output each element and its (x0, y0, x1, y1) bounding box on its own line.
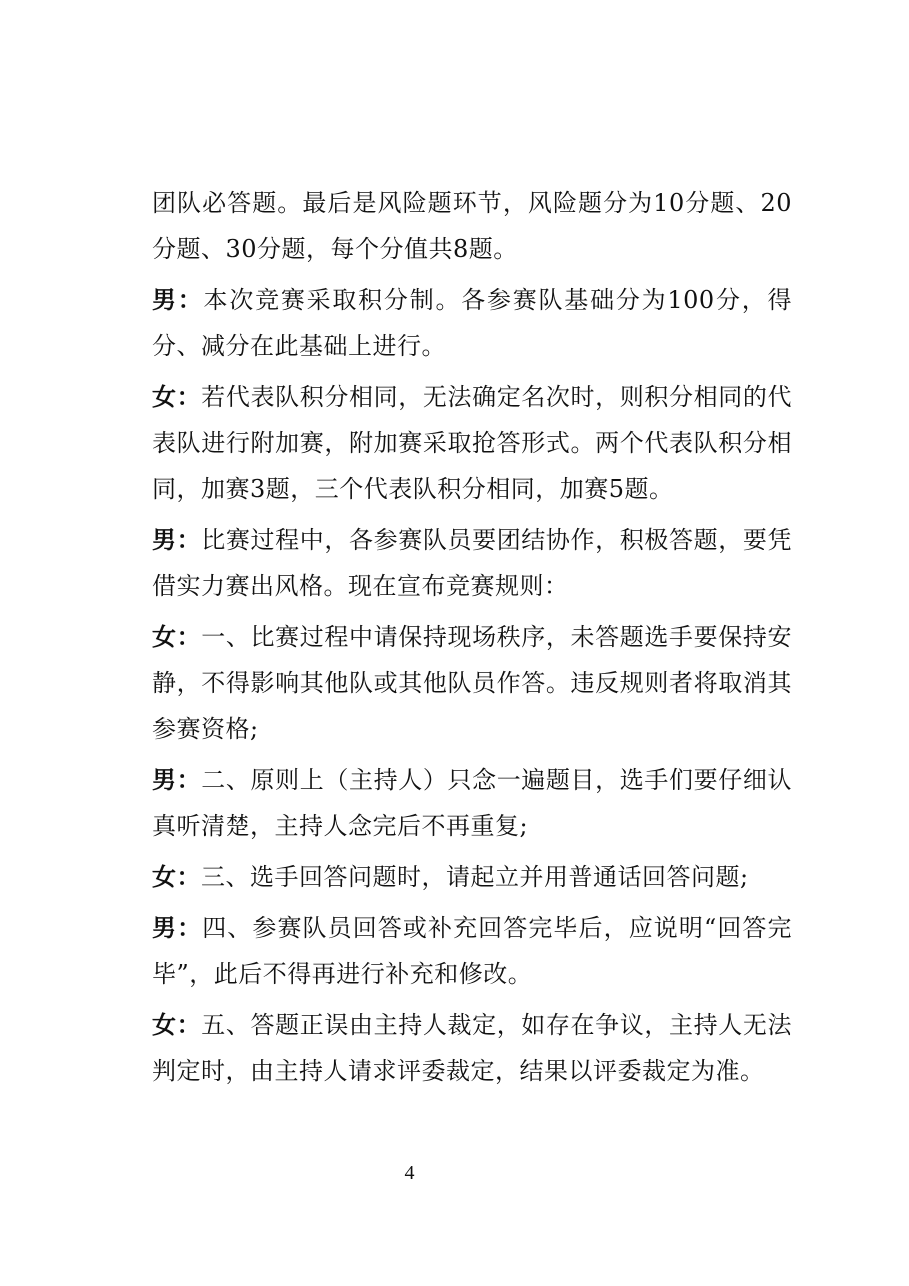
paragraph-text: 一、比赛过程中请保持现场秩序，未答题选手要保持安静，不得影响其他队或其他队员作答。违反规则者将取消其参赛资格; (152, 623, 793, 743)
paragraph-text: 比赛过程中，各参赛队员要团结协作，积极答题，要凭借实力赛出风格。现在宣布竞赛规则： (152, 526, 793, 600)
speaker-label: 男： (152, 286, 204, 314)
paragraph-text: 团队必答题。最后是风险题环节，风险题分为10分题、20分题、30分题，每个分值共8题。 (152, 189, 792, 263)
paragraph-6 (152, 854, 792, 900)
paragraph-7 (152, 905, 792, 997)
paragraph-4 (152, 614, 792, 752)
speaker-label: 女： (152, 623, 202, 651)
page-number-text: 4 (404, 1162, 415, 1184)
paragraph-8 (152, 1002, 792, 1094)
speaker-label: 女： (152, 863, 201, 891)
paragraph-0 (152, 180, 792, 272)
speaker-label: 女： (152, 1011, 202, 1039)
paragraph-text: 本次竞赛采取积分制。各参赛队基础分为100分，得分、减分在此基础上进行。 (152, 286, 793, 360)
paragraph-2 (152, 374, 792, 512)
page-number (0, 1162, 909, 1185)
paragraph-text: 若代表队积分相同，无法确定名次时，则积分相同的代表队进行附加赛，附加赛采取抢答形式。两个代表队积分相同，加赛3题，三个代表队积分相同，加赛5题。 (152, 383, 793, 503)
speaker-label: 男： (152, 766, 202, 794)
paragraph-5 (152, 757, 792, 849)
paragraph-text: 二、原则上（主持人）只念一遍题目，选手们要仔细认真听清楚，主持人念完后不再重复; (152, 766, 793, 840)
document-body (152, 180, 792, 1099)
paragraph-text: 三、选手回答问题时，请起立并用普通话回答问题; (201, 863, 749, 891)
paragraph-3 (152, 517, 792, 609)
paragraph-text: 四、参赛队员回答或补充回答完毕后，应说明“回答完毕”，此后不得再进行补充和修改。 (152, 914, 792, 988)
speaker-label: 男： (152, 526, 202, 554)
paragraph-text: 五、答题正误由主持人裁定，如存在争议，主持人无法判定时，由主持人请求评委裁定，结果以评委裁定为准。 (152, 1011, 793, 1085)
paragraph-1 (152, 277, 792, 369)
speaker-label: 女： (152, 383, 202, 411)
speaker-label: 男： (152, 914, 203, 942)
